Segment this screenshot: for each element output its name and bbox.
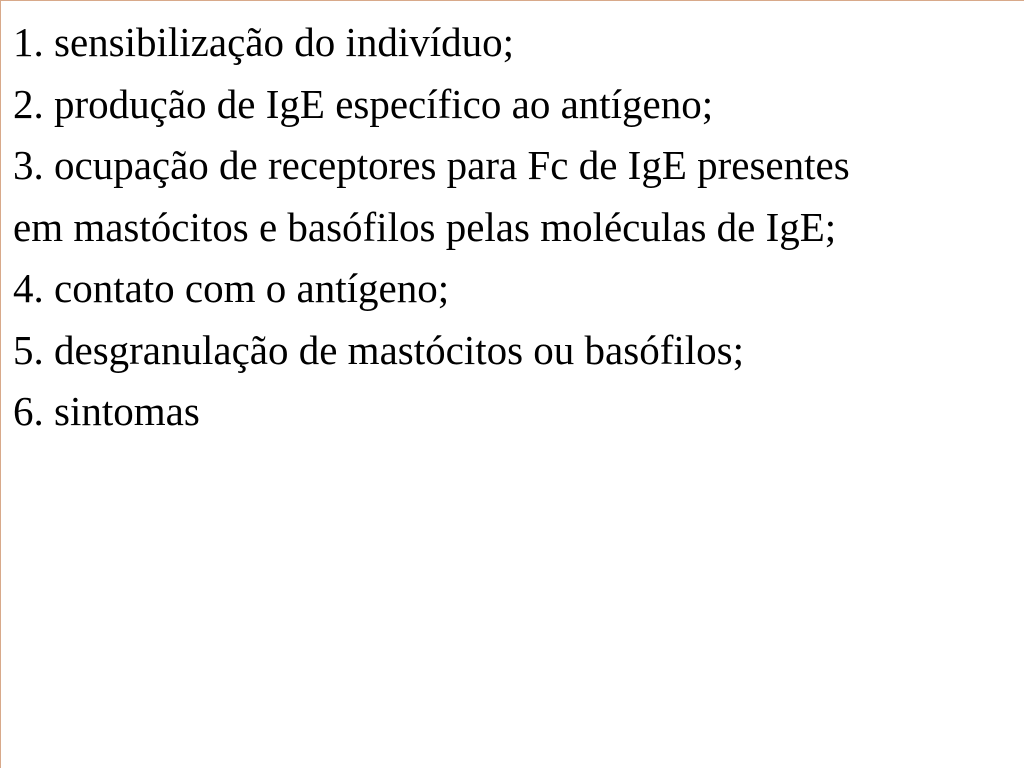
- list-item-6: 6. sintomas: [13, 388, 200, 434]
- list-item-4: 4. contato com o antígeno;: [13, 265, 450, 311]
- list-item-2: 2. produção de IgE específico ao antígeno;: [13, 80, 714, 127]
- list-item-5: 5. desgranulação de mastócitos ou basófilos;: [13, 326, 744, 373]
- list-item-1: 1. sensibilização do indivíduo;: [13, 19, 515, 65]
- slide-text-block: [13, 12, 1024, 443]
- list-item-3-line-2: em mastócitos e basófilos pelas moléculas de IgE;: [13, 203, 837, 250]
- list-item-3-line-1: 3. ocupação de receptores para Fc de IgE presentes: [13, 142, 850, 188]
